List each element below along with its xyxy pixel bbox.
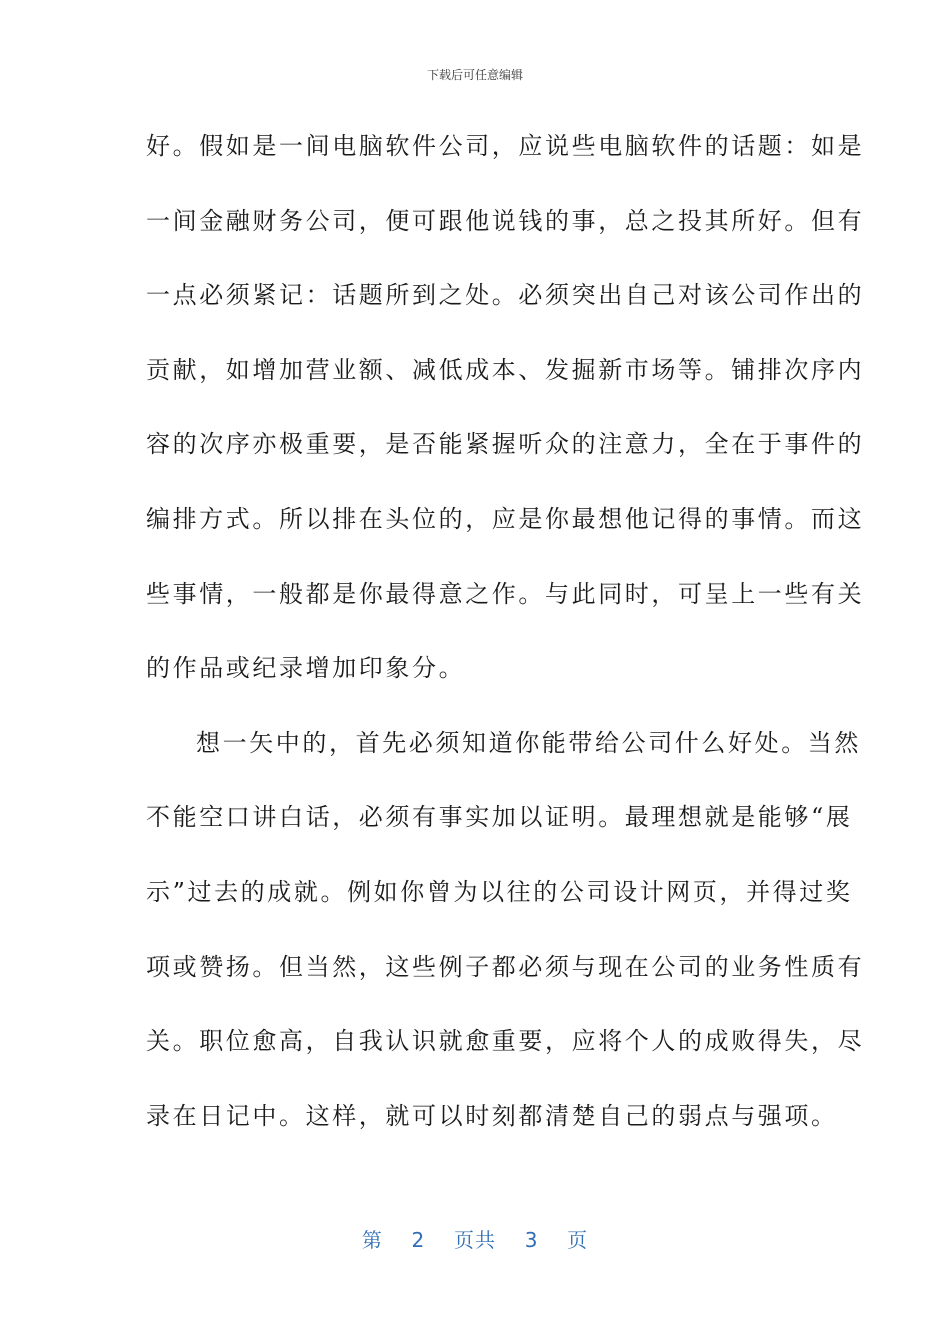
document-body <box>146 118 865 1162</box>
body-line: 的作品或纪录增加印象分。 <box>146 654 466 683</box>
paragraph-start-line: 想一矢中的，首先必须知道你能带给公司什么好处。当然 <box>196 728 861 757</box>
footer-middle: 页共 <box>454 1228 496 1252</box>
body-line: 些事情，一般都是你最得意之作。与此同时，可呈上一些有关 <box>146 579 865 608</box>
header-note: 下载后可任意编辑 <box>426 68 523 82</box>
body-line: 好。假如是一间电脑软件公司，应说些电脑软件的话题：如是 <box>146 132 865 160</box>
body-line: 项或赞扬。但当然，这些例子都必须与现在公司的业务性质有 <box>146 952 865 981</box>
current-page-number: 2 <box>411 1228 426 1252</box>
body-line: 贡献，如增加营业额、减低成本、发掘新市场等。铺排次序内 <box>146 355 865 384</box>
body-line: 示”过去的成就。例如你曾为以往的公司设计网页，并得过奖 <box>146 877 853 906</box>
footer-suffix: 页 <box>567 1228 589 1252</box>
footer-prefix: 第 <box>361 1228 383 1252</box>
total-pages-number: 3 <box>524 1228 539 1252</box>
body-line: 编排方式。所以排在头位的，应是你最想他记得的事情。而这 <box>146 504 865 533</box>
body-line: 一间金融财务公司，便可跟他说钱的事，总之投其所好。但有 <box>146 206 865 235</box>
body-line: 关。职位愈高，自我认识就愈重要，应将个人的成败得失，尽 <box>146 1027 865 1056</box>
body-line: 录在日记中。这样，就可以时刻都清楚自己的弱点与强项。 <box>146 1101 838 1130</box>
body-line: 不能空口讲白话，必须有事实加以证明。最理想就是能够“展 <box>146 803 853 832</box>
page-footer <box>0 1224 950 1253</box>
body-line: 容的次序亦极重要，是否能紧握听众的注意力，全在于事件的 <box>146 430 865 459</box>
body-line: 一点必须紧记：话题所到之处。必须突出自己对该公司作出的 <box>146 281 865 310</box>
